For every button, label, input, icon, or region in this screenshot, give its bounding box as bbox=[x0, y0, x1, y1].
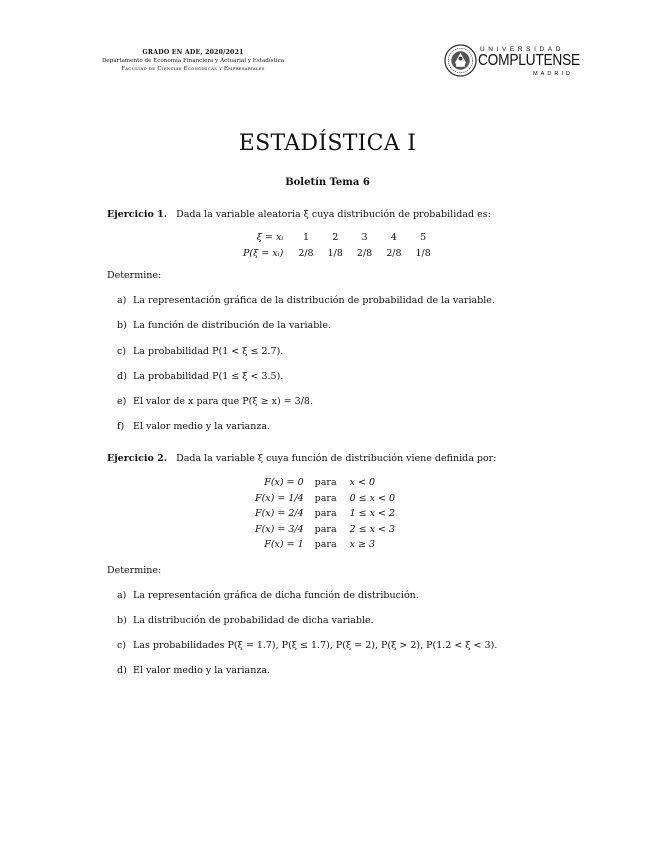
list-item bbox=[117, 371, 283, 382]
header-institution bbox=[88, 49, 298, 73]
case-condition: x ≥ 3 bbox=[349, 539, 376, 551]
item-text: La representación gráfica de dicha función de distribución. bbox=[133, 590, 419, 601]
university-logo bbox=[444, 44, 580, 80]
table-cell: 1 bbox=[302, 231, 309, 243]
case-condition: x < 0 bbox=[349, 477, 376, 489]
case-para: para bbox=[314, 477, 337, 489]
table-cell: 2/8 bbox=[386, 247, 402, 259]
exercise-1-label: Ejercicio 1. bbox=[107, 209, 168, 220]
case-para: para bbox=[314, 492, 337, 504]
logo-universidad: UNIVERSIDAD bbox=[480, 46, 565, 53]
table-cell: 1/8 bbox=[415, 247, 431, 259]
case-function: F(x) = 2/4 bbox=[255, 508, 304, 520]
item-marker: a) bbox=[117, 295, 127, 306]
case-condition: 0 ≤ x < 0 bbox=[349, 492, 396, 504]
item-marker: d) bbox=[117, 371, 127, 382]
row-label-p: P(ξ = xᵢ) bbox=[243, 247, 284, 259]
case-row bbox=[255, 491, 395, 507]
item-text: El valor medio y la varianza. bbox=[133, 665, 271, 676]
item-marker: f) bbox=[117, 421, 125, 432]
case-function: F(x) = 0 bbox=[264, 477, 304, 489]
item-text: El valor de x para que P(ξ ≥ x) = 3/8. bbox=[133, 396, 313, 407]
item-text: La probabilidad P(1 < ξ ≤ 2.7). bbox=[133, 346, 284, 357]
item-text: Las probabilidades P(ξ = 1.7), P(ξ ≤ 1.7), P(ξ = 2), P(ξ > 2), P(1.2 < ξ < 3). bbox=[133, 640, 498, 651]
document-subtitle: Boletín Tema 6 bbox=[285, 177, 370, 188]
case-row bbox=[255, 522, 395, 538]
case-para: para bbox=[314, 523, 337, 535]
header-degree: GRADO EN ADE, 2020/2021 bbox=[142, 49, 244, 56]
item-text: La representación gráfica de la distribución de probabilidad de la variable. bbox=[133, 295, 495, 306]
table-cell: 2/8 bbox=[356, 247, 373, 259]
list-item bbox=[117, 421, 270, 432]
list-item bbox=[117, 590, 419, 601]
case-para: para bbox=[314, 539, 337, 551]
header-faculty: Facultad de Ciencias Económicas y Empresariales bbox=[121, 66, 265, 72]
list-item bbox=[117, 665, 270, 676]
item-marker: a) bbox=[117, 590, 127, 601]
case-function: F(x) = 1 bbox=[264, 539, 304, 551]
table-cell: 4 bbox=[390, 231, 397, 243]
case-row bbox=[255, 475, 395, 491]
item-marker: c) bbox=[117, 640, 127, 651]
row-label-x: ξ = xᵢ bbox=[256, 231, 284, 243]
header-department: Departamento de Economía Financiera y Actuarial y Estadística bbox=[101, 58, 285, 64]
item-text: La probabilidad P(1 ≤ ξ < 3.5). bbox=[133, 371, 284, 382]
list-item bbox=[117, 640, 497, 651]
exercise-2-label: Ejercicio 2. bbox=[107, 453, 168, 464]
document-title: ESTADÍSTICA I bbox=[238, 131, 417, 156]
logo-madrid: MADRID bbox=[533, 71, 574, 77]
list-item bbox=[117, 320, 331, 331]
item-marker: b) bbox=[117, 320, 127, 331]
determine-label: Determine: bbox=[107, 270, 162, 281]
case-function: F(x) = 1/4 bbox=[255, 492, 304, 504]
list-item bbox=[117, 615, 374, 626]
distribution-function-cases bbox=[255, 475, 395, 553]
item-marker: b) bbox=[117, 615, 127, 626]
table-cell: 5 bbox=[420, 231, 427, 243]
case-row bbox=[255, 537, 395, 553]
item-marker: d) bbox=[117, 665, 127, 676]
list-item bbox=[117, 396, 313, 407]
exercise-2-text: Dada la variable ξ cuya función de distribución viene definida por: bbox=[176, 453, 497, 464]
case-function: F(x) = 3/4 bbox=[255, 523, 304, 535]
determine-label: Determine: bbox=[107, 565, 162, 576]
list-item bbox=[117, 295, 495, 306]
item-marker: c) bbox=[117, 346, 127, 357]
exercise-1-statement bbox=[107, 209, 491, 220]
item-marker: e) bbox=[117, 396, 127, 407]
item-text: La función de distribución de la variable. bbox=[133, 320, 331, 331]
table-cell: 1/8 bbox=[327, 247, 343, 259]
table-row bbox=[236, 229, 438, 245]
table-cell: 2 bbox=[332, 231, 339, 243]
probability-table bbox=[236, 229, 438, 261]
exercise-1-text: Dada la variable aleatoria ξ cuya distribución de probabilidad es: bbox=[176, 209, 491, 220]
table-row bbox=[236, 245, 438, 261]
case-condition: 2 ≤ x < 3 bbox=[349, 523, 396, 535]
university-seal-icon bbox=[444, 44, 477, 77]
logo-complutense: COMPLUTENSE bbox=[478, 52, 580, 69]
exercise-2-statement bbox=[107, 453, 496, 464]
case-row bbox=[255, 506, 395, 522]
case-condition: 1 ≤ x < 2 bbox=[349, 508, 396, 520]
item-text: La distribución de probabilidad de dicha variable. bbox=[133, 615, 374, 626]
table-cell: 2/8 bbox=[298, 247, 314, 259]
list-item bbox=[117, 346, 283, 357]
item-text: El valor medio y la varianza. bbox=[133, 421, 271, 432]
table-cell: 3 bbox=[361, 231, 368, 243]
case-para: para bbox=[314, 508, 337, 520]
